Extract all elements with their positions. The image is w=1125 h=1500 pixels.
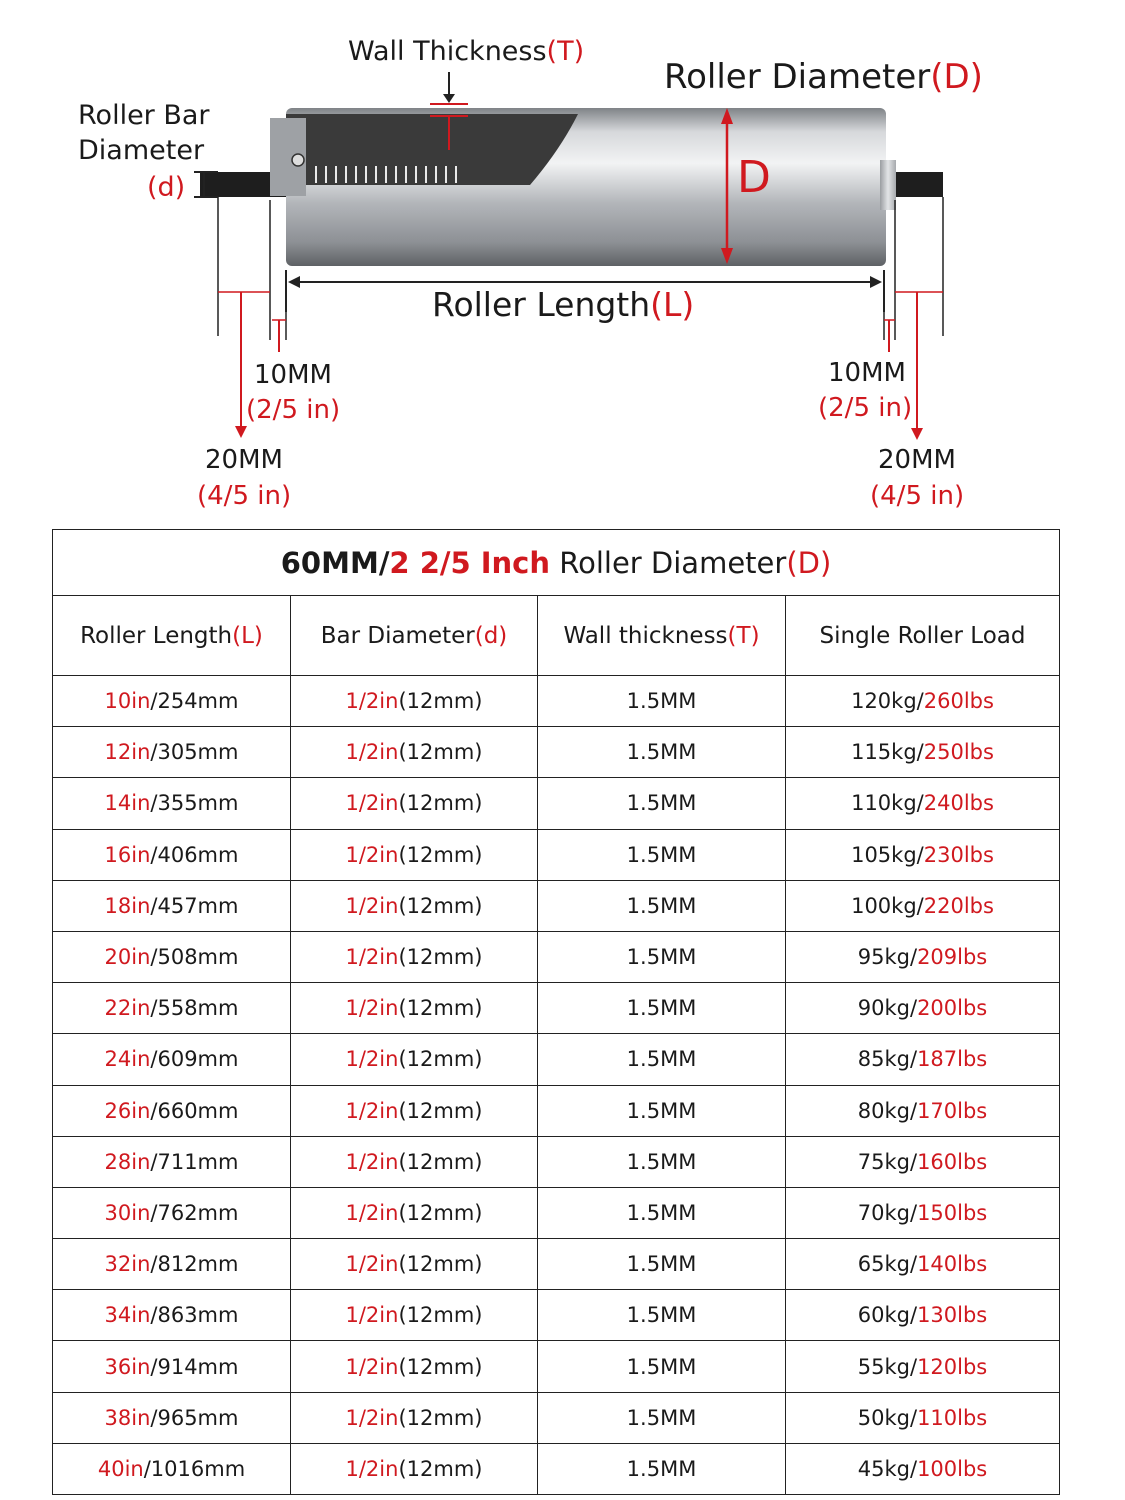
- cell-bar-diameter: 1/2in(12mm): [291, 931, 538, 982]
- cell-bar-diameter: 1/2in(12mm): [291, 676, 538, 727]
- cell-single-roller-load: 65kg/140lbs: [786, 1239, 1060, 1290]
- table-row: [53, 1085, 1060, 1136]
- cell-roller-length: 16in/406mm: [53, 829, 291, 880]
- cell-single-roller-load: 55kg/120lbs: [786, 1341, 1060, 1392]
- cell-bar-diameter: 1/2in(12mm): [291, 778, 538, 829]
- cell-wall-thickness: 1.5MM: [538, 931, 786, 982]
- roller-bar-label-line2: Diameter: [78, 135, 205, 166]
- cell-single-roller-load: 45kg/100lbs: [786, 1443, 1060, 1494]
- cell-bar-diameter: 1/2in(12mm): [291, 727, 538, 778]
- left-2-5in-label: (2/5 in): [246, 395, 341, 425]
- cell-bar-diameter: 1/2in(12mm): [291, 1187, 538, 1238]
- table-row: [53, 880, 1060, 931]
- table-body: [53, 676, 1060, 1495]
- table-row: [53, 1443, 1060, 1494]
- left-20mm-label: 20MM: [205, 445, 283, 475]
- table-header-row: [53, 596, 1060, 676]
- cell-wall-thickness: 1.5MM: [538, 1187, 786, 1238]
- cell-wall-thickness: 1.5MM: [538, 727, 786, 778]
- cell-wall-thickness: 1.5MM: [538, 1085, 786, 1136]
- cell-bar-diameter: 1/2in(12mm): [291, 1136, 538, 1187]
- right-end-cap: [880, 160, 896, 210]
- cell-roller-length: 24in/609mm: [53, 1034, 291, 1085]
- cell-wall-thickness: 1.5MM: [538, 983, 786, 1034]
- cell-wall-thickness: 1.5MM: [538, 1034, 786, 1085]
- spring-coils: [316, 166, 456, 183]
- cell-single-roller-load: 120kg/260lbs: [786, 676, 1060, 727]
- cell-roller-length: 30in/762mm: [53, 1187, 291, 1238]
- table-row: [53, 931, 1060, 982]
- cell-roller-length: 14in/355mm: [53, 778, 291, 829]
- cell-single-roller-load: 90kg/200lbs: [786, 983, 1060, 1034]
- roller-bar-symbol: (d): [147, 172, 186, 203]
- cell-wall-thickness: 1.5MM: [538, 1443, 786, 1494]
- cell-wall-thickness: 1.5MM: [538, 880, 786, 931]
- cell-roller-length: 26in/660mm: [53, 1085, 291, 1136]
- cell-bar-diameter: 1/2in(12mm): [291, 829, 538, 880]
- cell-wall-thickness: 1.5MM: [538, 1239, 786, 1290]
- roller-length-label: Roller Length(L): [432, 285, 695, 324]
- cell-bar-diameter: 1/2in(12mm): [291, 880, 538, 931]
- header-roller-length: Roller Length(L): [53, 596, 291, 676]
- table-row: [53, 1136, 1060, 1187]
- right-20mm-label: 20MM: [878, 445, 956, 475]
- cell-roller-length: 38in/965mm: [53, 1392, 291, 1443]
- cell-roller-length: 28in/711mm: [53, 1136, 291, 1187]
- cutaway-section: [286, 114, 578, 185]
- cell-single-roller-load: 85kg/187lbs: [786, 1034, 1060, 1085]
- table-row: [53, 1341, 1060, 1392]
- cell-bar-diameter: 1/2in(12mm): [291, 1290, 538, 1341]
- right-10mm-label: 10MM: [828, 358, 906, 388]
- cell-wall-thickness: 1.5MM: [538, 676, 786, 727]
- cell-bar-diameter: 1/2in(12mm): [291, 983, 538, 1034]
- left-end-dimensions: [218, 197, 286, 340]
- cell-single-roller-load: 110kg/240lbs: [786, 778, 1060, 829]
- cell-single-roller-load: 75kg/160lbs: [786, 1136, 1060, 1187]
- cell-wall-thickness: 1.5MM: [538, 778, 786, 829]
- table-row: [53, 1239, 1060, 1290]
- cell-single-roller-load: 80kg/170lbs: [786, 1085, 1060, 1136]
- cell-wall-thickness: 1.5MM: [538, 1136, 786, 1187]
- header-bar-diameter: Bar Diameter(d): [291, 596, 538, 676]
- right-shaft: [893, 172, 943, 197]
- cell-wall-thickness: 1.5MM: [538, 1290, 786, 1341]
- diameter-mark: D: [737, 152, 771, 203]
- cell-wall-thickness: 1.5MM: [538, 1392, 786, 1443]
- table-row: [53, 829, 1060, 880]
- right-end-dimensions: [884, 197, 943, 340]
- cell-bar-diameter: 1/2in(12mm): [291, 1239, 538, 1290]
- roller-diameter-label: Roller Diameter(D): [664, 57, 983, 97]
- table-row: [53, 1290, 1060, 1341]
- cell-roller-length: 40in/1016mm: [53, 1443, 291, 1494]
- cell-single-roller-load: 105kg/230lbs: [786, 829, 1060, 880]
- right-2-5in-label: (2/5 in): [818, 393, 913, 423]
- table-row: [53, 778, 1060, 829]
- roller-bar-label-line1: Roller Bar: [78, 100, 210, 131]
- cell-roller-length: 22in/558mm: [53, 983, 291, 1034]
- bearing-ball: [292, 154, 304, 166]
- cell-roller-length: 20in/508mm: [53, 931, 291, 982]
- cell-bar-diameter: 1/2in(12mm): [291, 1341, 538, 1392]
- cell-single-roller-load: 100kg/220lbs: [786, 880, 1060, 931]
- cell-single-roller-load: 95kg/209lbs: [786, 931, 1060, 982]
- right-4-5in-label: (4/5 in): [870, 481, 965, 511]
- cell-single-roller-load: 60kg/130lbs: [786, 1290, 1060, 1341]
- table-title: 60MM/2 2/5 Inch Roller Diameter(D): [53, 530, 1060, 596]
- left-4-5in-label: (4/5 in): [197, 481, 292, 511]
- table-row: [53, 1392, 1060, 1443]
- header-wall-thickness: Wall thickness(T): [538, 596, 786, 676]
- cell-wall-thickness: 1.5MM: [538, 1341, 786, 1392]
- cell-roller-length: 34in/863mm: [53, 1290, 291, 1341]
- cell-roller-length: 18in/457mm: [53, 880, 291, 931]
- cell-roller-length: 32in/812mm: [53, 1239, 291, 1290]
- cell-bar-diameter: 1/2in(12mm): [291, 1392, 538, 1443]
- cell-roller-length: 36in/914mm: [53, 1341, 291, 1392]
- wall-thickness-label: Wall Thickness(T): [348, 36, 585, 67]
- cell-bar-diameter: 1/2in(12mm): [291, 1034, 538, 1085]
- cell-single-roller-load: 115kg/250lbs: [786, 727, 1060, 778]
- header-single-roller-load: Single Roller Load: [786, 596, 1060, 676]
- cell-single-roller-load: 50kg/110lbs: [786, 1392, 1060, 1443]
- roller-diagram: [0, 0, 1125, 525]
- table-row: [53, 1034, 1060, 1085]
- spec-table: [52, 529, 1060, 1495]
- cell-roller-length: 12in/305mm: [53, 727, 291, 778]
- table-row: [53, 727, 1060, 778]
- cell-single-roller-load: 70kg/150lbs: [786, 1187, 1060, 1238]
- cell-bar-diameter: 1/2in(12mm): [291, 1443, 538, 1494]
- table-row: [53, 676, 1060, 727]
- cell-bar-diameter: 1/2in(12mm): [291, 1085, 538, 1136]
- left-10mm-label: 10MM: [254, 360, 332, 390]
- table-row: [53, 983, 1060, 1034]
- cell-roller-length: 10in/254mm: [53, 676, 291, 727]
- table-row: [53, 1187, 1060, 1238]
- cell-wall-thickness: 1.5MM: [538, 829, 786, 880]
